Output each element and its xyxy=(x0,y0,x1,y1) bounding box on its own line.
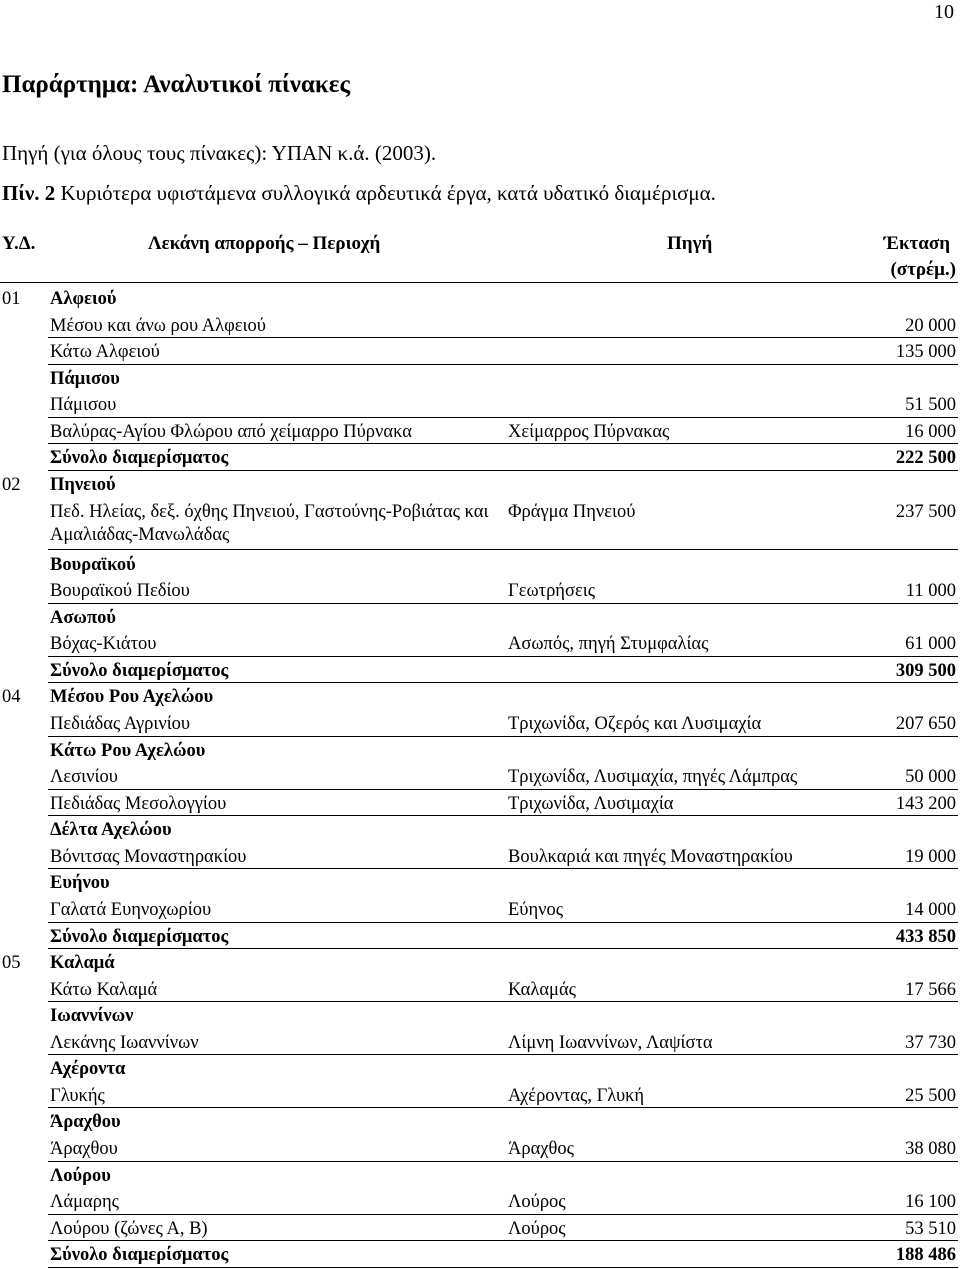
row-source: Τριχωνίδα, Οζερός και Λυσιμαχία xyxy=(508,714,762,734)
table-section-row xyxy=(0,1003,958,1030)
row-source: Αχέροντας, Γλυκή xyxy=(508,1085,645,1106)
row-area: 16 000 xyxy=(905,421,956,442)
table-row xyxy=(0,1216,958,1243)
row-source: Τριχωνίδα, Λυσιμαχία, πηγές Λάμπρας xyxy=(508,767,798,788)
row-basin: Σύνολο διαμερίσματος xyxy=(50,1245,229,1266)
header-basin: Λεκάνη απορροής – Περιοχή xyxy=(148,233,381,254)
row-area: 135 000 xyxy=(895,342,956,363)
table-row xyxy=(0,1083,958,1110)
row-area: 20 000 xyxy=(905,315,956,336)
row-code: 05 xyxy=(2,953,21,974)
table-section-row xyxy=(0,552,958,579)
header-rule xyxy=(0,282,958,283)
row-source: Βουλκαριά και πηγές Μοναστηρακίου xyxy=(508,846,793,867)
row-area: 14 000 xyxy=(905,899,956,920)
row-source: Χείμαρρος Πύρνακας xyxy=(508,421,670,442)
row-basin: Λούρου xyxy=(50,1165,111,1186)
header-area: Έκταση xyxy=(883,233,950,254)
row-basin: Βουραϊκού Πεδίου xyxy=(50,581,190,602)
row-area: 61 000 xyxy=(905,634,956,655)
table-row xyxy=(0,764,958,791)
row-area: 17 566 xyxy=(905,979,956,1000)
row-area: 37 730 xyxy=(905,1032,956,1053)
table-row xyxy=(0,419,958,446)
row-basin: Κάτω Καλαμά xyxy=(50,979,158,1000)
table-row xyxy=(0,1189,958,1216)
row-area: 143 200 xyxy=(895,793,956,814)
row-source: Τριχωνίδα, Λυσιμαχία xyxy=(508,793,674,814)
row-source: Φράγμα Πηνειού xyxy=(508,501,636,522)
table-row xyxy=(0,339,958,366)
row-source: Λούρος xyxy=(508,1218,566,1239)
row-basin: Ασωπού xyxy=(50,607,116,628)
row-basin: Άραχθου xyxy=(50,1112,121,1133)
table-section-row xyxy=(0,1163,958,1190)
table-section-row xyxy=(0,950,958,977)
table-total-row xyxy=(0,658,958,685)
row-basin: Πεδιάδας Μεσολογγίου xyxy=(50,793,227,814)
row-area: 433 850 xyxy=(895,926,956,947)
table-section-row xyxy=(0,605,958,632)
row-basin: Αχέροντα xyxy=(50,1059,126,1080)
row-area: 19 000 xyxy=(905,846,956,867)
table-section-row xyxy=(0,684,958,711)
table-total-row xyxy=(0,445,958,472)
table-row xyxy=(0,392,958,419)
row-area: 188 486 xyxy=(895,1245,956,1266)
table-section-row xyxy=(0,1109,958,1136)
row-area: 237 500 xyxy=(895,501,956,522)
table-section-row xyxy=(0,286,958,313)
row-area: 51 500 xyxy=(905,395,956,416)
appendix-title: Παράρτημα: Αναλυτικοί πίνακες xyxy=(2,71,350,98)
row-area: 50 000 xyxy=(905,767,956,788)
table-section-row xyxy=(0,817,958,844)
row-basin: Λούρου (ζώνες Α, Β) xyxy=(50,1218,208,1239)
row-basin: Λεκάνης Ιωαννίνων xyxy=(50,1032,199,1053)
table-row xyxy=(0,791,958,818)
row-basin: Λεσινίου xyxy=(50,767,118,788)
row-basin: Δέλτα Αχελώου xyxy=(50,820,172,841)
table-caption xyxy=(2,180,716,206)
table-section-row xyxy=(0,738,958,765)
row-area: 53 510 xyxy=(905,1218,956,1239)
row-area: 16 100 xyxy=(905,1192,956,1213)
table-row xyxy=(0,313,958,340)
row-basin: Πάμισου xyxy=(50,395,117,416)
row-code: 04 xyxy=(2,687,21,708)
table-section-row xyxy=(0,472,958,499)
table-row xyxy=(0,897,958,924)
row-code: 02 xyxy=(2,474,21,495)
row-basin: Πάμισου xyxy=(50,368,120,389)
row-basin: Σύνολο διαμερίσματος xyxy=(50,448,229,469)
row-source: Γεωτρήσεις xyxy=(508,581,596,602)
row-basin: Βαλύρας-Αγίου Φλώρου από χείμαρρο Πύρνακα xyxy=(50,421,412,442)
page-number: 10 xyxy=(934,1,954,23)
table-row xyxy=(0,578,958,605)
row-source: Άραχθος xyxy=(508,1139,574,1159)
table-section-row xyxy=(0,366,958,393)
row-basin: Βόχας-Κιάτου xyxy=(50,634,157,655)
row-basin: Βουραϊκού xyxy=(50,554,136,575)
row-basin: Καλαμά xyxy=(50,953,115,974)
table-row xyxy=(0,499,958,552)
table-caption-text: Κυριότερα υφιστάμενα συλλογικά αρδευτικά έργα, κατά υδατικό διαμέρισμα. xyxy=(55,181,716,205)
row-basin: Σύνολο διαμερίσματος xyxy=(50,660,229,681)
table-section-row xyxy=(0,870,958,897)
row-basin: Κάτω Ρου Αχελώου xyxy=(50,740,206,761)
row-area: 38 080 xyxy=(905,1139,956,1159)
row-basin: Μέσου και άνω ρου Αλφειού xyxy=(50,315,266,336)
row-basin: Πηνειού xyxy=(50,474,116,495)
row-basin: Πεδ. Ηλείας, δεξ. όχθης Πηνειού, Γαστούνης-Ροβιάτας και Αμαλιάδας-Μανωλάδας xyxy=(50,501,489,545)
table-body xyxy=(0,286,958,1269)
row-basin: Ευήνου xyxy=(50,873,110,894)
row-code: 01 xyxy=(2,289,21,309)
row-basin: Σύνολο διαμερίσματος xyxy=(50,926,229,947)
row-area: 25 500 xyxy=(905,1085,956,1106)
row-area: 309 500 xyxy=(895,660,956,681)
row-basin: Ιωαννίνων xyxy=(50,1006,134,1027)
row-basin: Πεδιάδας Αγρινίου xyxy=(50,714,191,734)
row-area: 11 000 xyxy=(905,581,956,602)
row-basin: Γλυκής xyxy=(50,1085,105,1106)
table-section-row xyxy=(0,1056,958,1083)
row-basin: Μέσου Ρου Αχελώου xyxy=(50,687,214,708)
row-source: Λίμνη Ιωαννίνων, Λαψίστα xyxy=(508,1032,713,1053)
row-basin: Βόνιτσας Μοναστηρακίου xyxy=(50,846,247,867)
table-total-row xyxy=(0,924,958,951)
row-source: Εύηνος xyxy=(508,899,564,920)
header-area-unit: (στρέμ.) xyxy=(890,259,956,280)
table-row xyxy=(0,1136,958,1163)
row-area: 222 500 xyxy=(895,448,956,469)
header-source: Πηγή xyxy=(667,233,713,254)
source-note: Πηγή (για όλους τους πίνακες): ΥΠΑΝ κ.ά. (2003). xyxy=(2,141,437,165)
table-row xyxy=(0,844,958,871)
table-row xyxy=(0,977,958,1004)
row-source: Καλαμάς xyxy=(508,979,576,1000)
table-row xyxy=(0,631,958,658)
header-code: Υ.Δ. xyxy=(2,233,36,254)
row-basin: Γαλατά Ευηνοχωρίου xyxy=(50,899,212,920)
row-basin: Κάτω Αλφειού xyxy=(50,342,160,363)
table-row xyxy=(0,711,958,738)
row-source: Ασωπός, πηγή Στυμφαλίας xyxy=(508,634,709,655)
row-area: 207 650 xyxy=(895,714,956,734)
row-basin: Άραχθου xyxy=(50,1139,118,1159)
row-basin: Λάμαρης xyxy=(50,1192,119,1213)
row-source: Λούρος xyxy=(508,1192,566,1213)
table-row xyxy=(0,1030,958,1057)
row-basin: Αλφειού xyxy=(50,289,117,309)
table-caption-label: Πίν. 2 xyxy=(2,181,56,205)
